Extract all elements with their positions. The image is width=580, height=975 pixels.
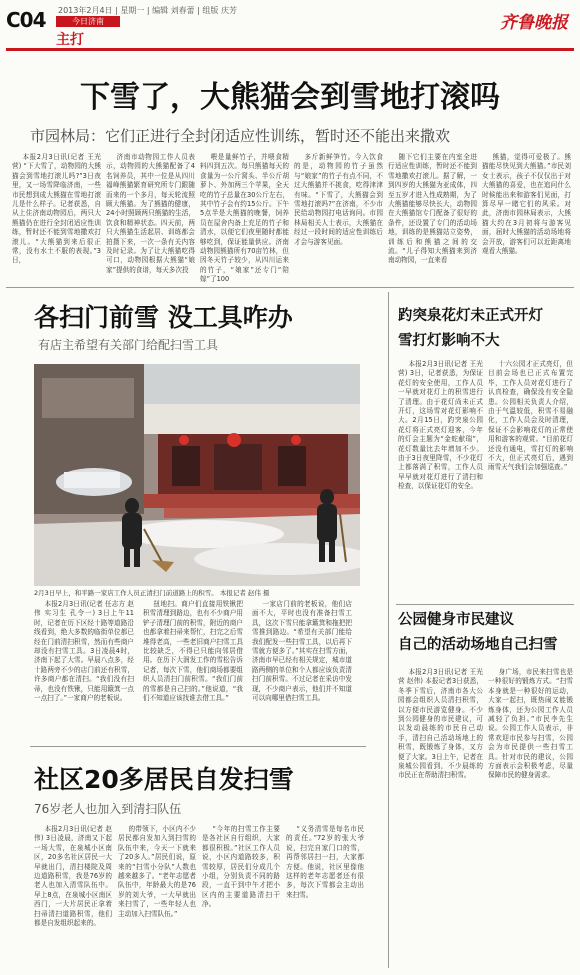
story5-headline-line-2: 自己的活动场地自己扫雪: [398, 637, 558, 653]
story1-col-6: 熊猫，觉得可爱极了。熊猫能尽快见到大熊猫。”市民刘女士表示，孩子不仅仅出于对大熊猫的喜爱，也在追问什么时候能出来和游客们见面，打算尽早一睹它们的风采。对此，济南市园林局表示，大熊猫大约在3月初将与游客见面，届时大熊猫的活动场地将会开放，游客们可以近距离地观看大熊猫。: [482, 153, 571, 256]
street-sweeping-photo: [34, 364, 360, 586]
divider: [396, 604, 574, 605]
story5-headline: [398, 608, 576, 658]
section-title: 主打: [56, 32, 84, 48]
story3-headline: 社区20多居民自发扫雪: [34, 765, 294, 794]
story2-col-2: 扭地扫。商户们直接用铁锹把积雪清理到路边，也有不少商户用铲子清理门前的积雪，附近的商户也都拿着扫帚来帮忙，扫完之后雪堆得老高，一些老旧商户扫雪工具比较缺乏，不得已只能向邻居借用。在历下大润发工作的雪松告诉记者，每次下雪，他们商场都要组织人员清扫门前积雪。“我们门前的雪都是自己扫的。”他说道，“我们不知道应该找谁去借工具。”: [143, 600, 243, 703]
story1-col-2: 济南市动物园工作人员表示，动物园的大熊猫配备了4名饲养员，其中一位是从四川福峰熊猫繁育研究所专门跟随而来的一个多月，每天轮流照顾大熊猫。为了熊猫的健康，24小时照顾两只熊猫的生活，饮食和精神状态。四天前，两只大熊猫生活起居、训练都会拍摄下来，一次一条有关内容及时记录。为了让大熊猫吃得可口，动物园根据大熊猫“娘家”提供的食谱，每天多次投: [106, 153, 195, 274]
story3-col-3: “今年的扫雪工作主要是各社区自行组织，大家都很积极。”社区工作人员说，小区内道路较多，积雪较厚，居民们分成几个小组，分别负责不同的路段，一直干到中午才把小区内的主要道路清扫干净。: [202, 825, 280, 909]
header-rule: [6, 48, 574, 51]
story1-col-4: 多斤新鲜笋竹。今入饮食的是，动物园的竹子虽然与“娘家”的竹子有点不同，不过大熊猫并不挑食，吃得津津有味。“下雪了，大熊猫会到雪地打滚吗?”在济南，不少市民给动物园打电话询问。市园林局相关人士表示，大熊猫在经过一段时间的适应性训练后才会与游客见面。: [294, 153, 383, 246]
divider: [6, 287, 574, 288]
photo-caption: 2月3日早上，和平路一家店工作人员正清扫门前道路上的积雪。 本报记者 赵伟 摄: [34, 589, 270, 597]
story3-col-1: 本报2月3日讯(记者 赵伟) 3日凌晨，济南又下起一场大雪，在泉城小区南区，20多名社区居民一大早就出门，清扫楼院及周边道路积雪，我是76岁的老人也加入清雪队伍中。早上8点，在泉城小区南区西门，一大片居民正拿着扫帚清扫道路积雪，他们都是自发组织起来的。: [34, 825, 112, 928]
issue-meta: 2013年2月4日 | 星期一 | 编辑 刘春蕾 | 组版 庆芳: [58, 6, 237, 15]
story4-headline: [398, 304, 576, 354]
photo-illustration: [34, 364, 360, 586]
story1-col-3: 喂是量鲜竹子，并喂食精料四到五次。每只熊猫每天的食量为一公斤窝头、半公斤胡萝卜、外加两三个苹果，全天吃的竹子总量在30公斤左右，其中竹子会有约15公斤。下午5点半是大熊猫的晚餐，饲养员在屋舍内备上充足的竹子和清水，以便它们夜里随时都能够吃到，保证能量供应。济南动物园熊猫所有70亩竹林，但因冬天竹子较少，从四川运来的竹子，“娘家”还专门“陪嫁”了100: [200, 153, 289, 283]
story2-subhead: 有店主希望有关部门给配扫雪工具: [38, 338, 219, 352]
masthead-logo: 齐鲁晚报: [500, 13, 568, 33]
story1-subhead: 市园林局：它们正进行全封闭适应性训练，暂时还不能出来撒欢: [30, 127, 451, 145]
divider: [30, 746, 366, 747]
story5-col-2: 身广场，市民来扫雪也是一种很好的锻炼方式。“扫雪本身就是一种很好的运动，大家一起扫，既热闹又能锻炼身体，还为公园工作人员减轻了负担。”市民李先生说。公园工作人员表示，非常欢迎市民参与扫雪，公园会为市民提供一些扫雪工具。针对市民的建议，公园方面表示会积极考虑，尽量保障市民的健身需求。: [488, 668, 573, 780]
story4-headline-line-1: 趵突泉花灯未正式开灯: [398, 308, 543, 324]
story1-col-1: 本报2月3日讯(记者 王光营) “下大雪了，动物园的大熊猫会到雪地打滚儿吗?”3日夜里，又一场雪降临济南，一些市民想到成大熊猫在雪地打滚儿是什么样子。记者获悉，自从上住济南动物园后，两只大熊猫仍在进行全封闭适应性训练，暂时还不能到雪地撒欢打滚儿。“大熊猫到来后很正常，没有水土不服的表现。”3日，: [12, 153, 101, 265]
story1-col-5: 随下它们主要在内室全进行适应性训练，暂时还不能到雪地撒欢打滚儿。据了解，一到四岁的大熊猫为亚成体，四至五岁才进入性成熟期，为了大熊猫能够尽快长大，动物园在大熊猫馆专门配备了很好的条件，还设置了专门的活动场地，训练的是熊猫站立姿势，训练后和熊猫之间的交流。“儿子得知大熊猫来到济南动物园，一直来看: [388, 153, 477, 265]
page-header: [0, 0, 580, 48]
story5-col-1: 本报2月3日讯(记者 王光营 赵伟) 本报记者3日获悉，冬季下雪后，济南市各大公园都会组织人员清扫积雪，以方便市民游览健身。不少到公园健身的市民建议，可以发动晨练的市民自己动手，清扫自己活动场地上的积雪，既锻炼了身体，又方便了大家。3日上午，记者在泉城公园看到，不少晨练的市民正在帮助清扫积雪。: [398, 668, 483, 780]
story2-col-1: 本报2月3日讯(记者 任志方 赵伟 实习生 孔令一) 3日上午11时，记者在历下区经十路等道路沿线看到，绝大多数的临街单位都已经在门前清扫积雪，然而有些商户却没有扫雪工具。3日凌晨4时，济南下起了大雪。早晨八点多，经十路两旁不少的店门前还有积雪，许多商户都在清扫。“我们没有扫帚，也没有铁锹，只能用簸箕一点一点扫了。”一家商户的老板说。: [34, 600, 134, 703]
page-number: C04: [6, 8, 46, 32]
story4-col-2: 十六公园才正式亮灯，但目前会场也已正式布置完毕，工作人员对花灯进行了认真检查，确保没有安全隐患。公园相关负责人介绍，由于气温较低，积雪不易融化，工作人员会及时清理，保证不会影响花灯的正常使用和游客的观赏。“目前花灯还没有通电，雪打灯的影响不大，但正式亮灯后，遇到雨雪天气我们会加强巡查。”: [488, 360, 573, 472]
story2-headline: 各扫门前雪 没工具咋办: [34, 303, 293, 332]
story5-headline-line-1: 公园健身市民建议: [398, 612, 514, 628]
story1-headline: 下雪了，大熊猫会到雪地打滚吗: [80, 80, 500, 115]
story3-subhead: 76岁老人也加入到清扫队伍: [34, 802, 182, 816]
story4-headline-line-2: 雪打灯影响不大: [398, 333, 500, 349]
story2-col-3: 一家店门前的老板说，他们店面不大，平时也没有准备扫雪工具，这次下雪只能拿簸箕和拖把把雪推到路边。“希望有关部门能给我们配发一些扫雪工具，以后再下雪就方便多了。”其实在扫雪方面，济南市早已经有相关规定，城市道路两侧的单位和个人都应该负责清扫门前积雪。不过记者在采访中发现，不少商户表示，他们并不知道可以向哪里借扫雪工具。: [252, 600, 352, 703]
story4-col-1: 本报2月3日讯(记者 王光营) 3日，记者获悉，为保证花灯的安全使用，工作人员一早就对花灯上的积雪进行了清理。由于花灯尚未正式开灯，这场雪对花灯影响不大。2月15日，趵突泉公园花灯将正式亮灯迎客，今年的灯会主题为“金蛇献瑞”，花灯数量比去年增加不少。由于3日夜里降雪，不少花灯上都落满了积雪，工作人员早早就对花灯进行了清扫和检查，以保证花灯的安全。: [398, 360, 483, 491]
story3-col-2: 的带领下，小区内不少居民都自发加入到扫雪的队伍中来，今天一下就来了20多人。”居民们说，原来的“扫雪小分队”人数也越来越多了。“老年志愿者队伍中，年龄最大的是76岁的刘大爷，一大早就出来扫雪了，一些年轻人也主动加入扫雪队伍。”: [118, 825, 196, 918]
story3-col-4: “义务清雪是每名市民的责任。”72岁的张大爷说，扫完自家门口的雪，再帮邻居扫一扫，大家都方便。他说，社区里像他这样的老年志愿者还有很多，每次下雪都会主动出来扫雪。: [286, 825, 364, 899]
section-tag: 今日济南: [56, 16, 120, 27]
column-rule: [388, 292, 389, 968]
